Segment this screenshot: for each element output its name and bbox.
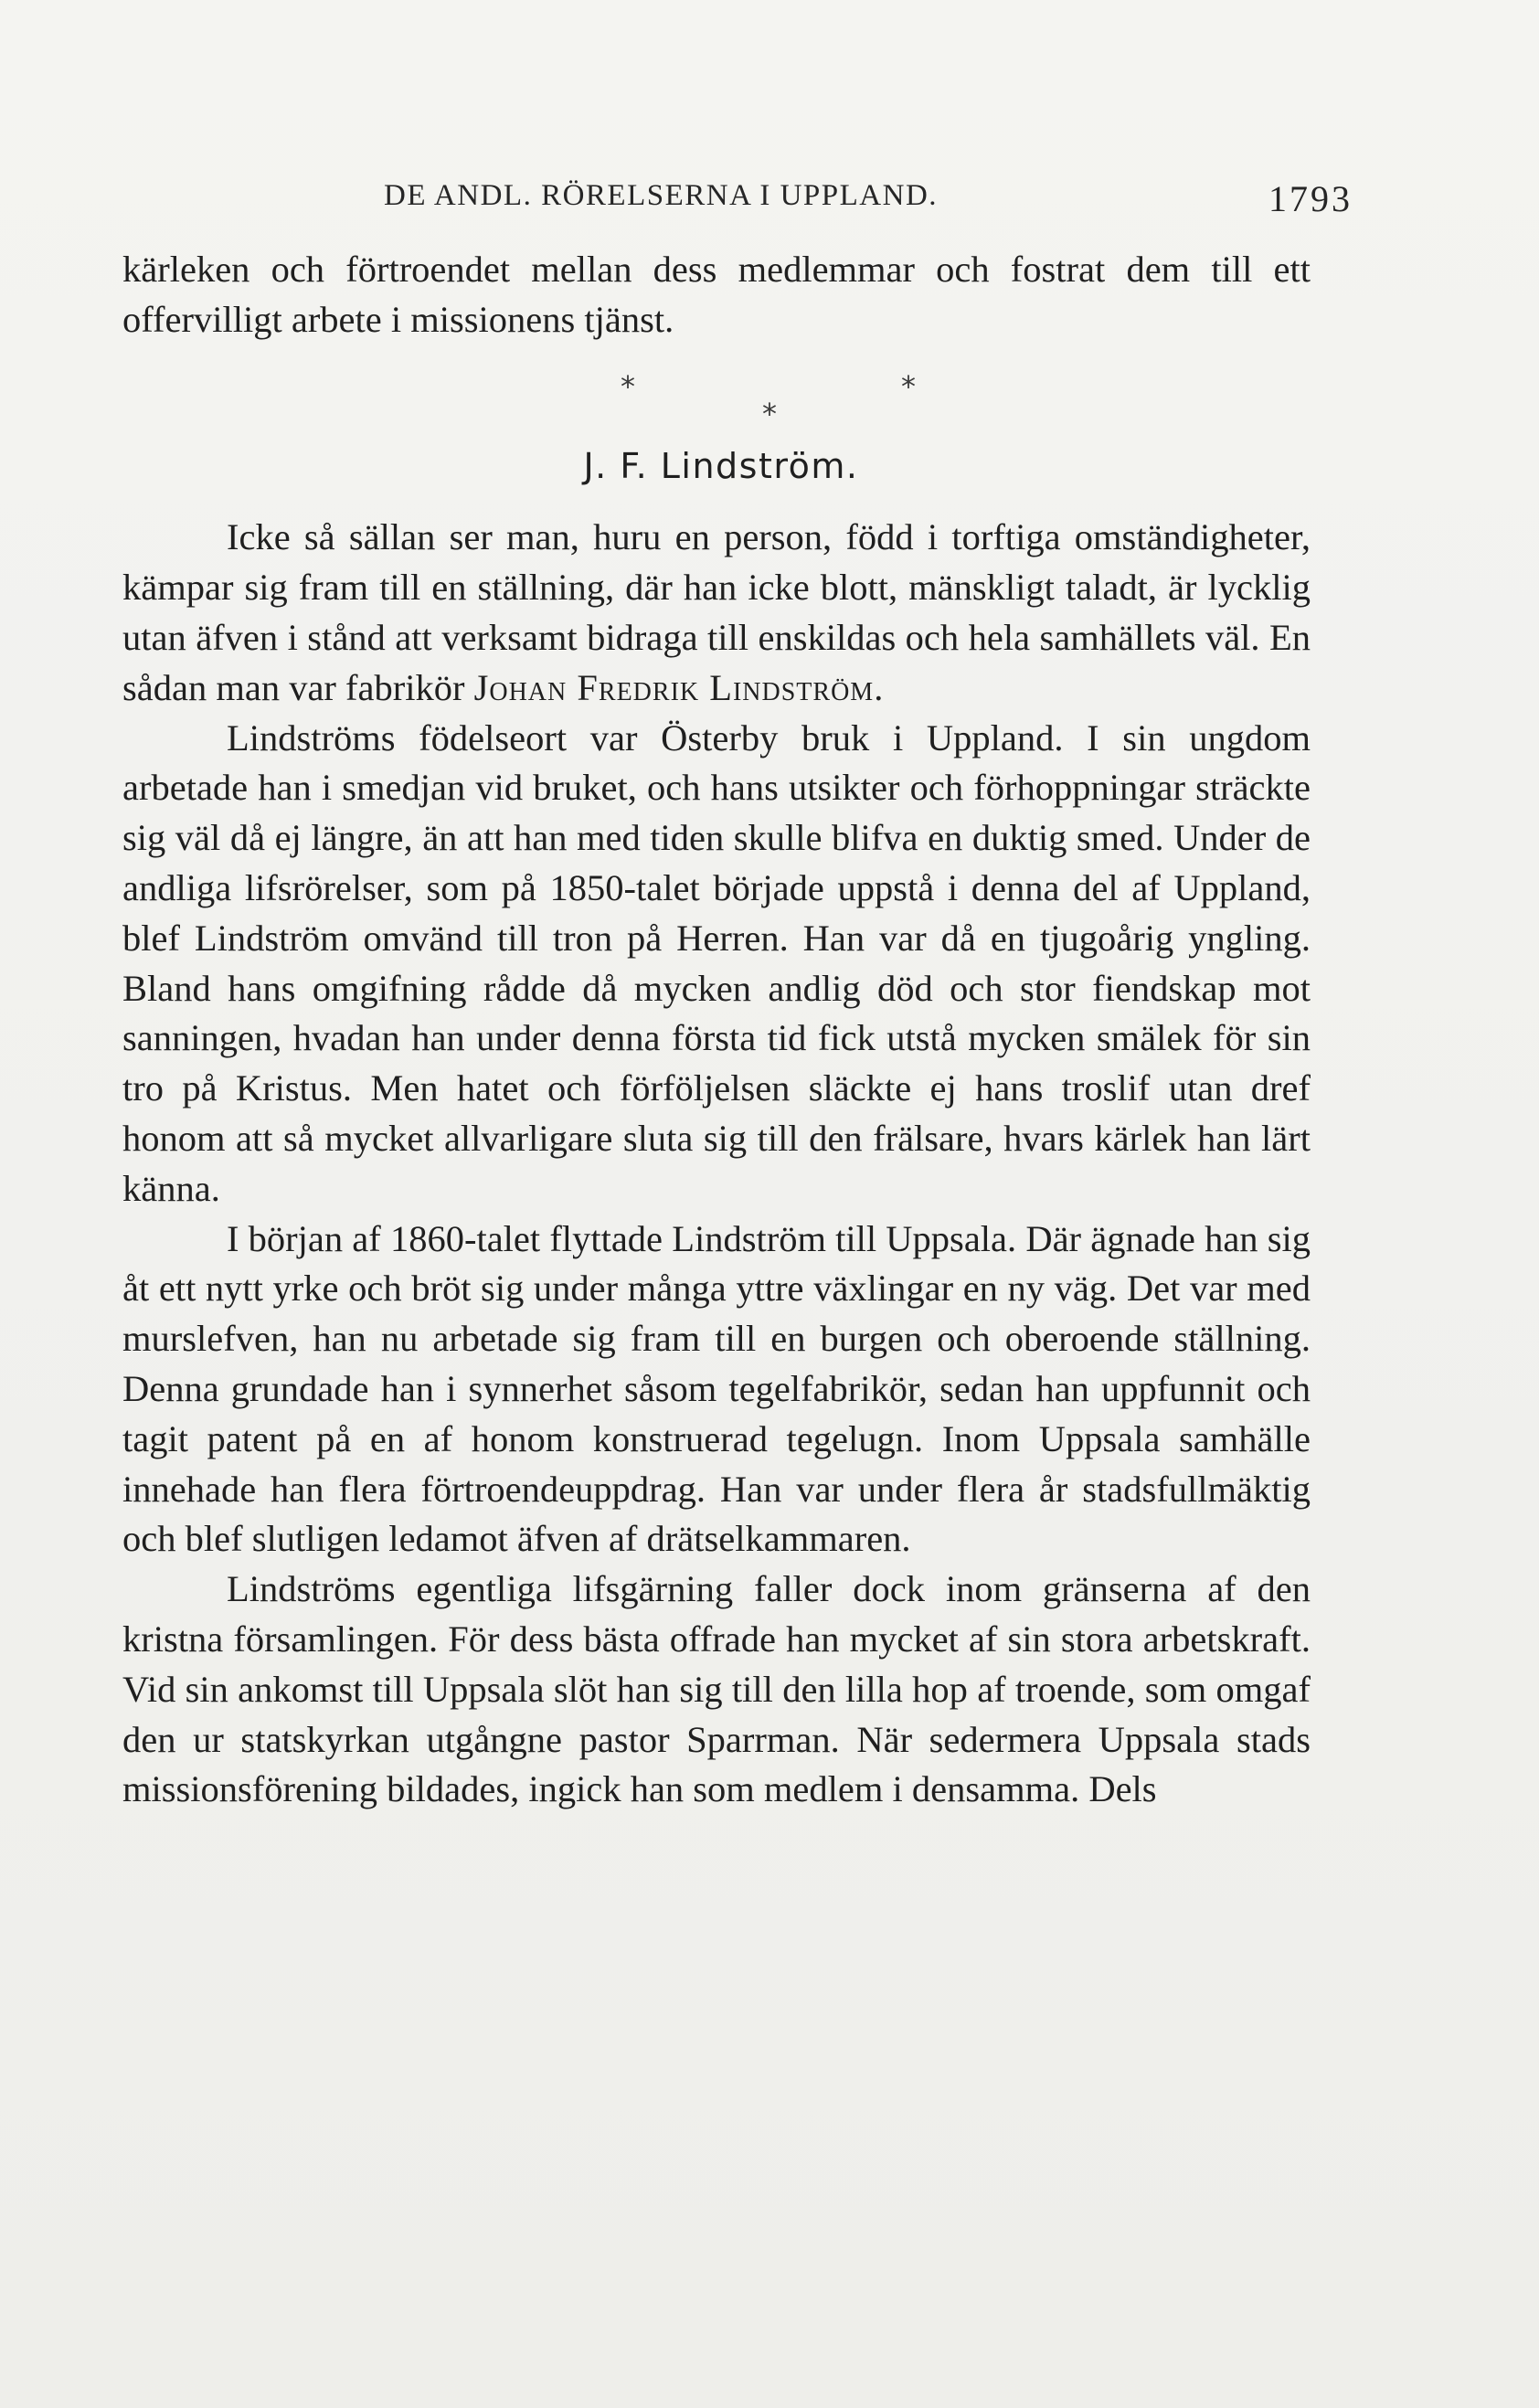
asterisk-right: *: [901, 368, 916, 404]
paragraph-congregation: Lindströms egentliga lifsgärning faller dock inom gränserna af den kristna församlingen. För dess bästa offrade han mycket af sin stora arbetskraft. Vid sin ankomst till Uppsala slöt han sig till den lilla hop af troende, som omgaf den ur statskyrkan utgångne pastor Sparrman. När sedermera Uppsala stads missionsförening bildades, ingick han som medlem i densamma. Dels: [122, 1568, 1311, 1810]
intro-text: Icke så sällan ser man, huru en person, född i torftiga omständigheter, kämpar sig fram till en ställning, där han icke blott, mänskligt taladt, är lycklig utan äfven i stånd att verksamt bidraga till enskildas och hela samhällets väl. En sådan man var fabrikör: [122, 516, 1311, 708]
section-separator: [122, 345, 1311, 441]
person-name: Johan Fredrik Lindström.: [473, 666, 885, 708]
asterisk-center: *: [762, 396, 777, 431]
intro-paragraph: [122, 513, 1311, 713]
running-head-title: DE ANDL. RÖRELSERNA I UPPLAND.: [384, 179, 939, 212]
asterisk-left: *: [621, 368, 635, 404]
paragraph-birthplace: Lindströms födelseort var Österby bruk i Uppland. I sin ungdom arbetade han i smedjan vid bruket, och hans utsikter och förhoppningar sträckte sig väl då ej längre, än att han med tiden skulle blifva en duktig smed. Under de andliga lifsrörelser, som på 1850-talet började uppstå i denna del af Uppland, blef Lindström omvänd till tron på Herren. Han var då en tjugoårig yngling. Bland hans omgifning rådde då mycken andlig död och stor fiendskap mot sanningen, hvadan han under denna första tid fick utstå mycken smälek för sin tro på Kristus. Men hatet och förföljelsen släckte ej hans troslif utan dref honom att så mycket allvarligare sluta sig till den frälsare, hvars kärlek han lärt känna.: [122, 716, 1311, 1209]
paragraph-uppsala: I början af 1860-talet flyttade Lindström till Uppsala. Där ägnade han sig åt ett nytt yrke och bröt sig under många yttre växlingar en ny väg. Det var med murslefven, han nu arbetade sig fram till en burgen och oberoende ställning. Denna grundade han i synnerhet såsom tegelfabrikör, sedan han uppfunnit och tagit patent på en af honom konstruerad tegelugn. Inom Uppsala samhälle innehade han flera förtroendeuppdrag. Han var under flera år stadsfullmäktig och blef slutligen ledamot äfven af drätselkammaren.: [122, 1217, 1311, 1560]
section-heading: J. F. Lindström.: [583, 445, 859, 486]
page-number: 1793: [1268, 178, 1353, 219]
running-head: [384, 179, 1353, 225]
body-text: [122, 245, 1311, 1815]
continuation-paragraph: kärleken och förtroendet mellan dess medlemmar och fostrat dem till ett offervilligt arbete i missionens tjänst.: [122, 249, 1311, 340]
